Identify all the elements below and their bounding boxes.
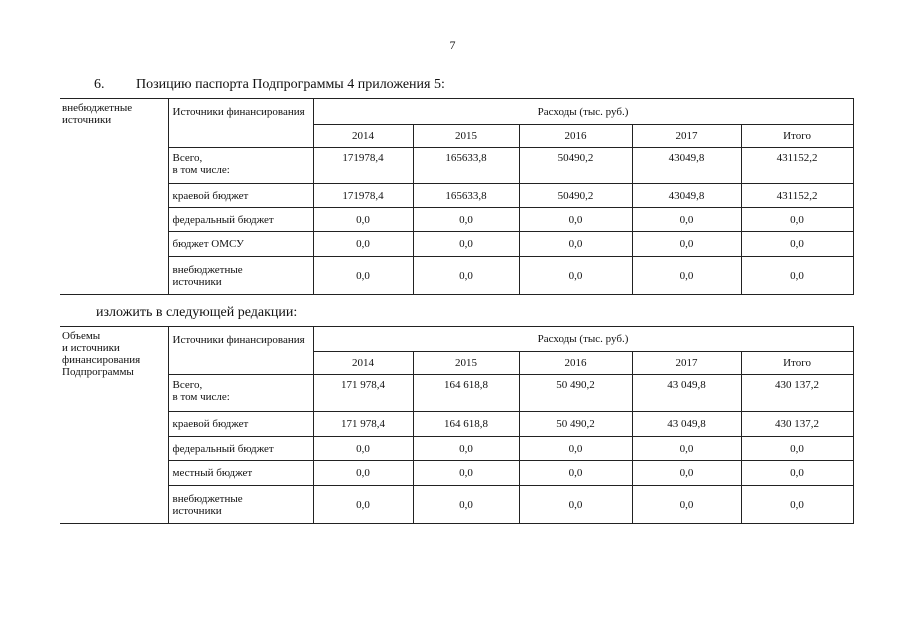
new-cell: 0,0 xyxy=(413,486,519,524)
new-left-label-line: финансирования xyxy=(62,354,141,366)
old-table-left-label: внебюджетные источники xyxy=(60,99,168,295)
old-table-expenses-header: Расходы (тыс. руб.) xyxy=(313,99,853,125)
old-cell: 0,0 xyxy=(313,208,413,232)
new-row-regional xyxy=(60,412,853,437)
new-row-total xyxy=(60,375,853,412)
new-cell: 43 049,8 xyxy=(632,412,741,437)
old-cell: 43049,8 xyxy=(632,184,741,208)
new-cell: 50 490,2 xyxy=(519,412,632,437)
new-row-label: федеральный бюджет xyxy=(168,437,313,461)
new-table-sources-header: Источники финансирования xyxy=(168,327,313,375)
item-number: 6. xyxy=(94,77,105,92)
new-cell: 0,0 xyxy=(413,461,519,486)
new-left-label-line: и источники xyxy=(62,342,120,354)
old-cell: 0,0 xyxy=(741,232,853,257)
old-cell: 0,0 xyxy=(313,257,413,295)
old-year-2017: 2017 xyxy=(632,125,741,148)
new-row-label: местный бюджет xyxy=(168,461,313,486)
item-text: Позицию паспорта Подпрограммы 4 приложения 5: xyxy=(136,77,445,92)
new-cell: 164 618,8 xyxy=(413,412,519,437)
page-number: 7 xyxy=(449,38,456,52)
old-cell: 0,0 xyxy=(413,257,519,295)
new-row-label: краевой бюджет xyxy=(168,412,313,437)
new-row-label-line: внебюджетные xyxy=(172,492,243,505)
new-year-2016: 2016 xyxy=(519,352,632,375)
old-row-label-line: в том числе: xyxy=(172,164,230,176)
new-left-label-line: Подпрограммы xyxy=(62,366,134,378)
old-row-label-line: источники xyxy=(172,275,222,288)
old-row-label: федеральный бюджет xyxy=(168,208,313,232)
old-cell: 0,0 xyxy=(632,257,741,295)
old-row-regional xyxy=(60,184,853,208)
old-row-label-line: Всего, xyxy=(172,152,203,164)
old-year-2014: 2014 xyxy=(313,125,413,148)
old-year-total: Итого xyxy=(741,125,853,148)
new-table-expenses-header: Расходы (тыс. руб.) xyxy=(313,327,853,352)
new-cell: 430 137,2 xyxy=(741,412,853,437)
old-row-label-line: внебюджетные xyxy=(172,263,243,276)
old-cell: 0,0 xyxy=(519,232,632,257)
new-cell: 0,0 xyxy=(313,437,413,461)
new-table-left-label xyxy=(60,327,168,524)
old-cell: 50490,2 xyxy=(519,148,632,184)
old-cell: 0,0 xyxy=(741,257,853,295)
new-row-label xyxy=(168,486,313,524)
new-cell: 0,0 xyxy=(632,437,741,461)
new-cell: 0,0 xyxy=(519,437,632,461)
new-row-label-line: в том числе: xyxy=(172,391,230,403)
old-row-label xyxy=(168,257,313,295)
new-row-extrabudget xyxy=(60,486,853,524)
old-cell: 431152,2 xyxy=(741,184,853,208)
new-cell: 430 137,2 xyxy=(741,375,853,412)
new-cell: 0,0 xyxy=(741,486,853,524)
old-year-2015: 2015 xyxy=(413,125,519,148)
subheading: изложить в следующей редакции: xyxy=(96,305,298,320)
old-row-label: бюджет ОМСУ xyxy=(168,232,313,257)
old-cell: 0,0 xyxy=(313,232,413,257)
new-row-label xyxy=(168,375,313,412)
new-row-local xyxy=(60,461,853,486)
old-cell: 50490,2 xyxy=(519,184,632,208)
new-cell: 171 978,4 xyxy=(313,412,413,437)
new-cell: 43 049,8 xyxy=(632,375,741,412)
old-cell: 0,0 xyxy=(413,208,519,232)
old-cell: 43049,8 xyxy=(632,148,741,184)
new-row-label-line: Всего, xyxy=(172,379,203,391)
new-cell: 0,0 xyxy=(313,486,413,524)
old-cell: 0,0 xyxy=(519,208,632,232)
new-row-label-line: источники xyxy=(172,504,222,517)
new-year-2014: 2014 xyxy=(313,352,413,375)
new-cell: 0,0 xyxy=(741,437,853,461)
old-row-federal xyxy=(60,208,853,232)
new-year-2015: 2015 xyxy=(413,352,519,375)
new-left-label-line: Объемы xyxy=(62,330,101,342)
old-cell: 165633,8 xyxy=(413,184,519,208)
item-heading xyxy=(94,77,445,93)
new-cell: 50 490,2 xyxy=(519,375,632,412)
old-year-2016: 2016 xyxy=(519,125,632,148)
old-row-label: краевой бюджет xyxy=(168,184,313,208)
old-cell: 0,0 xyxy=(632,232,741,257)
old-row-total xyxy=(60,148,853,184)
new-cell: 0,0 xyxy=(632,461,741,486)
new-cell: 171 978,4 xyxy=(313,375,413,412)
old-cell: 0,0 xyxy=(741,208,853,232)
old-row-extrabudget xyxy=(60,257,853,295)
new-cell: 0,0 xyxy=(741,461,853,486)
new-cell: 0,0 xyxy=(632,486,741,524)
old-financing-table xyxy=(60,98,854,295)
old-cell: 0,0 xyxy=(519,257,632,295)
new-cell: 164 618,8 xyxy=(413,375,519,412)
old-row-label xyxy=(168,148,313,184)
old-table-sources-header: Источники финансирования xyxy=(168,99,313,148)
new-cell: 0,0 xyxy=(519,461,632,486)
old-cell: 0,0 xyxy=(632,208,741,232)
old-cell: 431152,2 xyxy=(741,148,853,184)
old-cell: 165633,8 xyxy=(413,148,519,184)
new-financing-table xyxy=(60,326,854,524)
old-cell: 0,0 xyxy=(413,232,519,257)
new-year-2017: 2017 xyxy=(632,352,741,375)
new-cell: 0,0 xyxy=(519,486,632,524)
old-cell: 171978,4 xyxy=(313,148,413,184)
new-cell: 0,0 xyxy=(313,461,413,486)
old-cell: 171978,4 xyxy=(313,184,413,208)
new-year-total: Итого xyxy=(741,352,853,375)
new-cell: 0,0 xyxy=(413,437,519,461)
old-row-omsu xyxy=(60,232,853,257)
new-row-federal xyxy=(60,437,853,461)
